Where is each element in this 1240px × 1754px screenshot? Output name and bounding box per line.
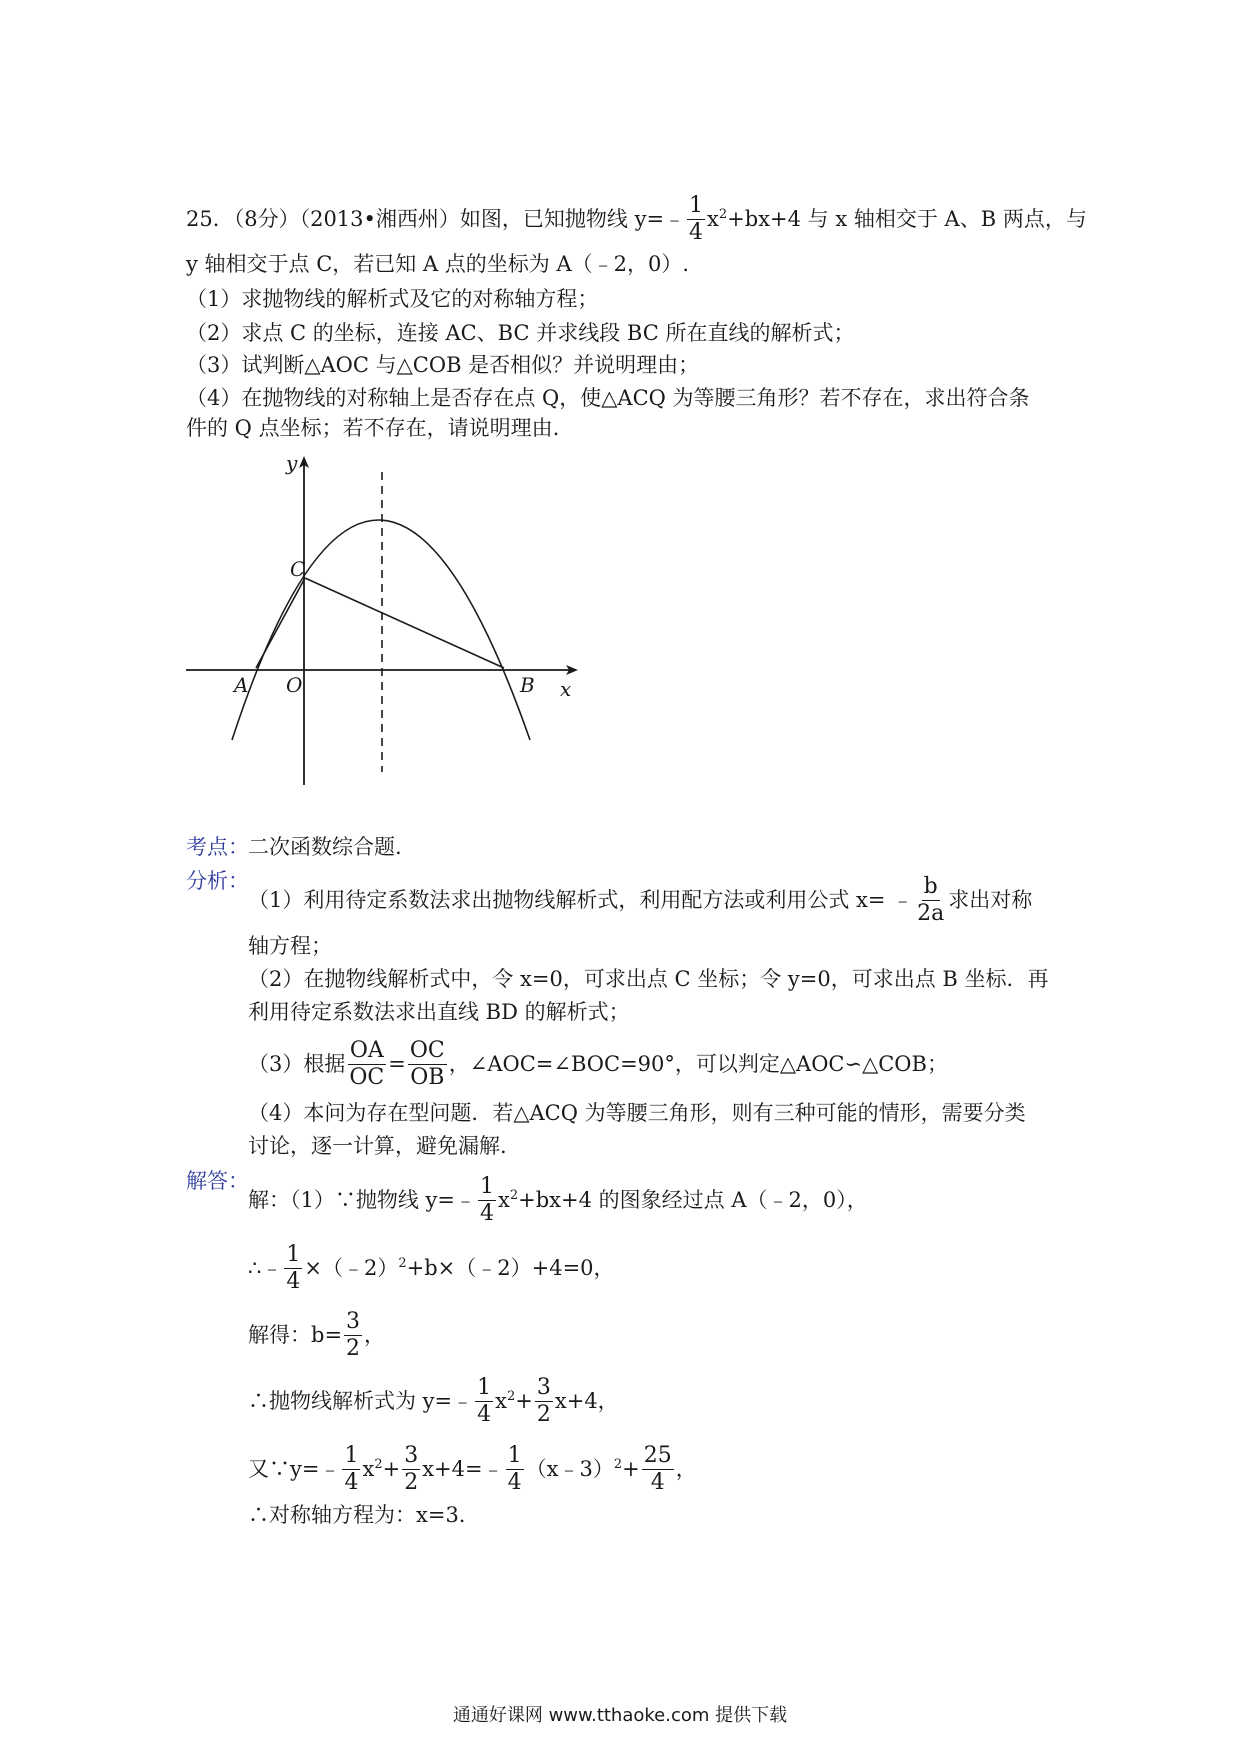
jieda-line-2: ∴﹣ $\frac{1}{4}$ ×（﹣2）$^2$+b×（﹣2）+4=0， [248, 1242, 615, 1294]
fraction: $\frac{1}{4}$ [286, 1242, 301, 1294]
fraction: $\frac{3}{2}$ [536, 1375, 551, 1427]
question-4-line-2: 件的 Q 点坐标；若不存在，请说明理由. [186, 416, 560, 440]
jieda-line-3: 解得：b= $\frac{3}{2}$ ， [248, 1309, 386, 1361]
label-y: y [286, 451, 298, 475]
jieda-line-4: ∴抛物线解析式为 y=﹣ $\frac{1}{4}$ $x^2+$ $\frac{3}{2}$ x+4， [248, 1375, 619, 1427]
fenxi-line-5: （3）根据 $\frac{OA}{OC}$ = $\frac{OC}{OB}$ ，∠AOC=∠BOC=90°，可以判定△AOC∽△COB； [248, 1038, 948, 1090]
fraction: $\frac{25}{4}$ [643, 1443, 672, 1495]
question-1: （1）求抛物线的解析式及它的对称轴方程； [186, 287, 599, 311]
page-footer: 通通好课网 www.tthaoke.com 提供下载 [452, 1705, 788, 1726]
problem-line-1: 25．（8分）（2013•湘西州）如图，已知抛物线 y=﹣ $\frac{1}{4}$ $x^2+bx+4$ 与 x 轴相交于 A、B 两点，与 [186, 193, 1087, 245]
fraction: $\frac{1}{4}$ [689, 193, 704, 245]
problem-text: 25．（8分）（2013•湘西州）如图，已知抛物线 y=﹣ [186, 207, 686, 231]
jieda-line-5: 又∵y=﹣ $\frac{1}{4}$ $x^2+$ $\frac{3}{2}$ x+4=﹣ $\frac{1}{4}$ （x﹣3）$^2$+ $\frac{25}{4}$ ， [248, 1443, 697, 1495]
fraction: $\frac{1}{4}$ [507, 1443, 522, 1495]
fenxi-line-7: 讨论，逐一计算，避免漏解. [248, 1134, 507, 1158]
fraction: $\frac{3}{2}$ [404, 1443, 419, 1495]
fenxi-line-3: （2）在抛物线解析式中，令 x=0，可求出点 C 坐标；令 y=0，可求出点 B 坐标．再 [248, 967, 1049, 991]
segment-ac [256, 578, 305, 668]
fraction: $\frac{3}{2}$ [346, 1309, 361, 1361]
fraction: $\frac{1}{4}$ [480, 1174, 494, 1226]
label-o: O [286, 673, 303, 697]
fenxi-label: 分析： [186, 869, 249, 893]
label-a: A [234, 673, 249, 697]
fenxi-line-2: 轴方程； [248, 934, 332, 958]
label-b: B [520, 673, 535, 697]
jieda-label: 解答： [186, 1169, 249, 1193]
fraction: $\frac{1}{4}$ [477, 1375, 492, 1427]
fraction: $\frac{b}{2a}$ [917, 874, 945, 926]
label-x: x [560, 677, 572, 701]
label-c: C [290, 557, 306, 581]
fraction: $\frac{OC}{OB}$ [409, 1038, 445, 1090]
segment-bc [305, 578, 504, 668]
fraction: $\frac{1}{4}$ [344, 1443, 359, 1495]
question-2: （2）求点 C 的坐标，连接 AC、BC 并求线段 BC 所在直线的解析式； [186, 321, 855, 345]
fenxi-line-4: 利用待定系数法求出直线 BD 的解析式； [248, 1000, 630, 1024]
question-3: （3）试判断△AOC 与△COB 是否相似？并说明理由； [186, 353, 700, 377]
kaodian-label: 考点： [186, 835, 249, 859]
jieda-line-6: ∴对称轴方程为：x=3. [248, 1503, 466, 1527]
fenxi-line-6: （4）本问为存在型问题．若△ACQ 为等腰三角形，则有三种可能的情形，需要分类 [248, 1101, 1026, 1125]
problem-line-2: y 轴相交于点 C，若已知 A 点的坐标为 A（﹣2，0）. [186, 252, 690, 276]
fenxi-line-1: （1）利用待定系数法求出抛物线解析式，利用配方法或利用公式 x= ﹣ $\frac{b}{2a}$ 求出对称 [248, 874, 1033, 926]
parabola-figure [186, 450, 586, 790]
question-4-line-1: （4）在抛物线的对称轴上是否存在点 Q，使△ACQ 为等腰三角形？若不存在，求出符合条 [186, 386, 1030, 410]
fraction: $\frac{OA}{OC}$ [349, 1038, 385, 1090]
jieda-line-1: 解：（1）∵抛物线 y=﹣ $\frac{1}{4}$ $x^2+bx+4$ 的图象经过点 A（﹣2，0）， [248, 1174, 868, 1226]
kaodian-text: 二次函数综合题. [248, 835, 402, 859]
